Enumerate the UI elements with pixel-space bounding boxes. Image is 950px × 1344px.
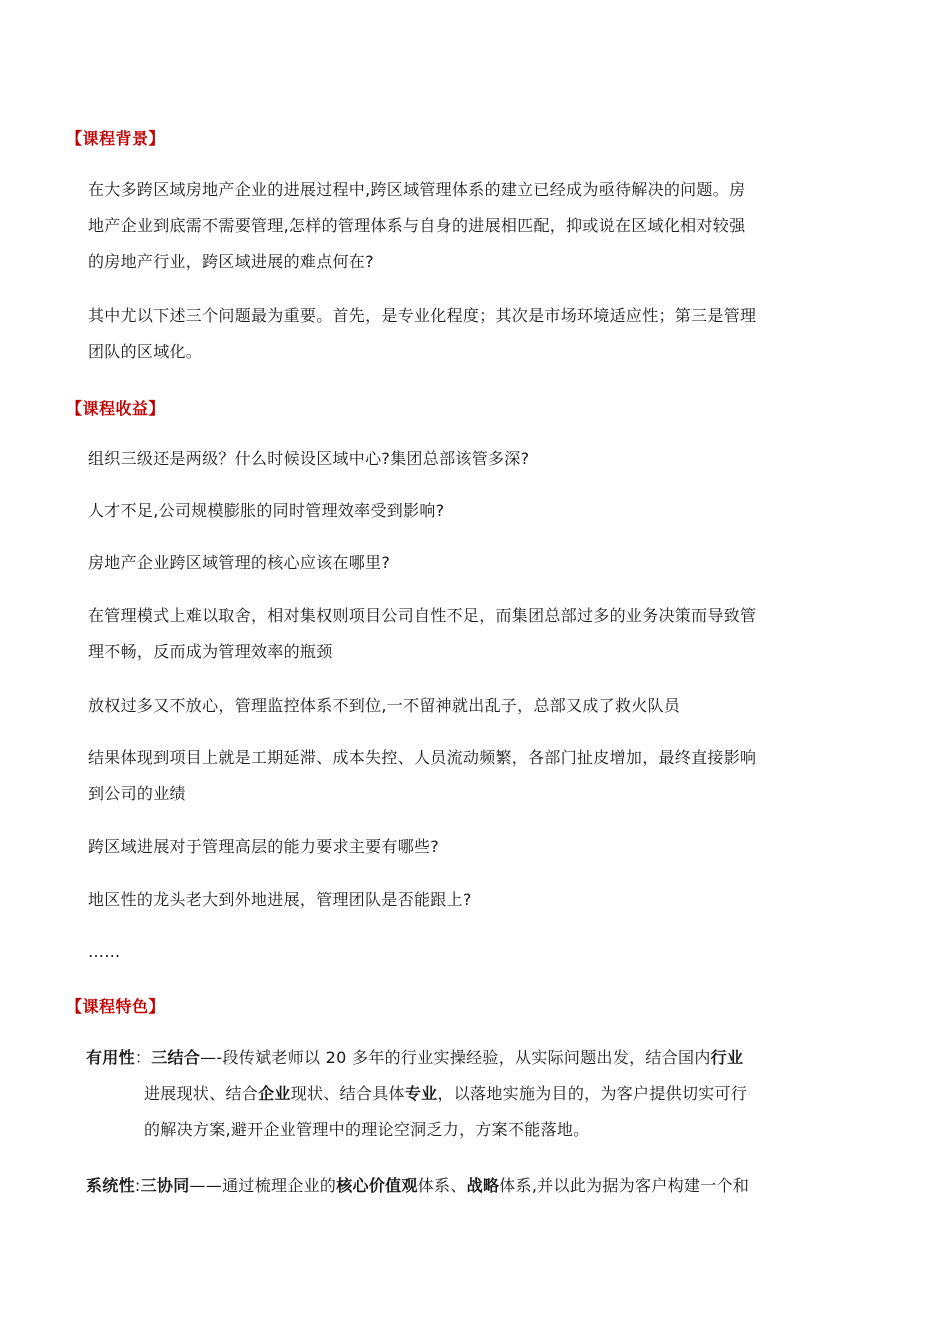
feature-line xyxy=(86,1076,826,1112)
text-line: 团队的区域化。 xyxy=(88,342,203,361)
feature-separator: : xyxy=(134,1176,141,1195)
background-paragraph-1 xyxy=(88,172,828,280)
feature-label: 系统性 xyxy=(86,1176,135,1195)
benefit-item xyxy=(88,545,828,581)
feature-line xyxy=(86,1040,826,1076)
text-line: 在大多跨区域房地产企业的进展过程中,跨区域管理体系的建立已经成为亟待解决的问题。房 xyxy=(88,180,746,199)
bold-term: 专业 xyxy=(404,1084,438,1103)
feature-systematic xyxy=(86,1168,826,1204)
section-heading-benefits: 【课程收益】 xyxy=(66,399,166,418)
bold-term: 企业 xyxy=(258,1084,291,1103)
text-line: 跨区域进展对于管理高层的能力要求主要有哪些? xyxy=(88,837,440,856)
bold-term: 战略 xyxy=(466,1176,500,1195)
text-run: 体系,并以此为据为客户构建一个和 xyxy=(499,1176,750,1195)
section-heading-features: 【课程特色】 xyxy=(66,997,166,1016)
text-run: 进展现状、结合 xyxy=(144,1084,259,1103)
text-run: 体系、 xyxy=(417,1176,467,1195)
text-line: 在管理模式上难以取舍，相对集权则项目公司自性不足，而集团总部过多的业务决策而导致管 xyxy=(88,606,757,625)
benefit-item xyxy=(88,598,828,670)
text-line: 其中尤以下述三个问题最为重要。首先，是专业化程度；其次是市场环境适应性；第三是管理 xyxy=(88,306,757,325)
text-line: 人才不足,公司规模膨胀的同时管理效率受到影响? xyxy=(88,501,445,520)
feature-practicality xyxy=(86,1040,826,1148)
text-run: ——通过梳理企业的 xyxy=(189,1176,337,1195)
benefit-item-ellipsis xyxy=(88,934,828,970)
feature-separator: ： xyxy=(134,1048,152,1067)
text-run: ，以落地实施为目的，为客户提供切实可行 xyxy=(437,1084,748,1103)
benefit-item xyxy=(88,829,828,865)
text-line: 房地产企业跨区域管理的核心应该在哪里? xyxy=(88,553,391,572)
feature-line xyxy=(86,1168,826,1204)
text-line: 到公司的业绩 xyxy=(88,784,186,803)
feature-label: 有用性 xyxy=(86,1048,135,1067)
feature-key: 三协同 xyxy=(140,1176,190,1195)
benefit-item xyxy=(88,740,828,812)
text-line: 组织三级还是两级？什么时候设区域中心?集团总部该管多深? xyxy=(88,449,530,468)
bold-term: 核心价值观 xyxy=(336,1176,418,1195)
text-line: 地产企业到底需不需要管理,怎样的管理体系与自身的进展相匹配，抑或说在区域化相对较强 xyxy=(88,216,746,235)
section-heading-background: 【课程背景】 xyxy=(66,129,166,148)
text-line: 地区性的龙头老大到外地进展，管理团队是否能跟上? xyxy=(88,890,472,909)
bold-term: 行业 xyxy=(710,1048,744,1067)
feature-key: 三结合 xyxy=(151,1048,201,1067)
text-line: 放权过多又不放心，管理监控体系不到位,一不留神就出乱子，总部又成了救火队员 xyxy=(88,696,681,715)
benefit-item xyxy=(88,493,828,529)
text-run: 的解决方案,避开企业管理中的理论空洞乏力，方案不能落地。 xyxy=(144,1120,590,1139)
benefit-item xyxy=(88,882,828,918)
text-line: 结果体现到项目上就是工期延滞、成本失控、人员流动频繁，各部门扯皮增加，最终直接影响 xyxy=(88,748,757,767)
text-line: 理不畅，反而成为管理效率的瓶颈 xyxy=(88,642,333,661)
text-run: —-段传斌老师以 20 多年的行业实操经验，从实际问题出发，结合国内 xyxy=(200,1048,711,1067)
benefit-item xyxy=(88,688,828,724)
text-line: 的房地产行业，跨区域进展的难点何在? xyxy=(88,252,374,271)
text-line: …… xyxy=(88,942,121,961)
text-run: 现状、结合具体 xyxy=(290,1084,405,1103)
background-paragraph-2 xyxy=(88,298,828,370)
benefit-item xyxy=(88,441,828,477)
feature-line xyxy=(86,1112,826,1148)
